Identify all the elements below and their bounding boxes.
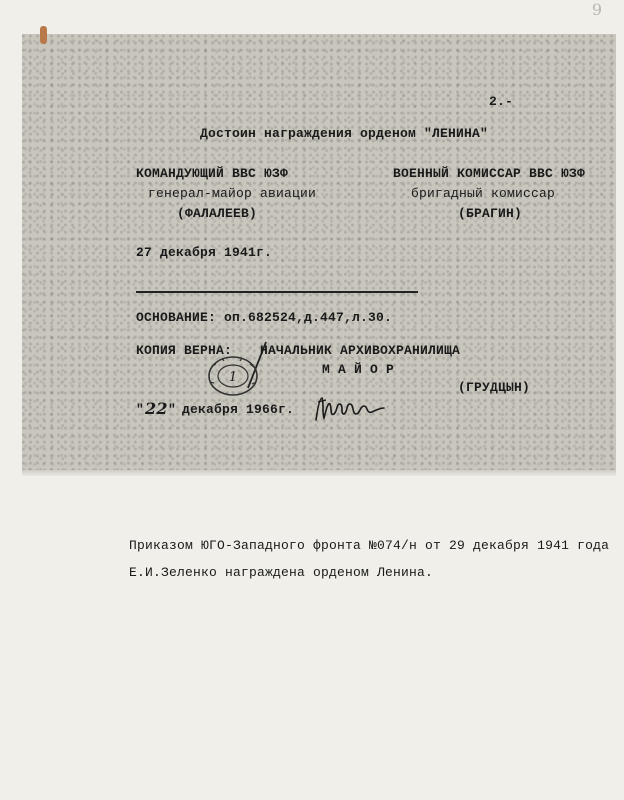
copy-page-number: 2.- bbox=[489, 94, 514, 109]
certify-quote-close: " bbox=[168, 402, 177, 417]
handwritten-signature bbox=[310, 392, 390, 426]
archive-basis: ОСНОВАНИЕ: оп.682524,д.447,л.30. bbox=[136, 310, 393, 325]
right-signatory-title: ВОЕННЫЙ КОМИССАР ВВС ЮЗФ bbox=[393, 166, 586, 181]
certify-date: декабря 1966г. bbox=[182, 402, 295, 417]
archive-head-rank: М А Й О Р bbox=[322, 362, 395, 377]
corner-page-mark: 9 bbox=[591, 0, 602, 19]
left-signatory-rank: генерал-майор авиации bbox=[148, 186, 317, 201]
pin-mark bbox=[40, 26, 47, 44]
award-order-line-1: Приказом ЮГО-Западного фронта №074/н от 29 декабря 1941 года bbox=[129, 538, 610, 553]
stamp-number: 1 bbox=[228, 370, 238, 385]
copy-sheet-edge bbox=[22, 470, 616, 476]
divider-line bbox=[136, 291, 418, 293]
archive-head-title: НАЧАЛЬНИК АРХИВОХРАНИЛИЩА bbox=[260, 343, 461, 358]
left-signatory-name: (ФАЛАЛЕЕВ) bbox=[177, 206, 258, 221]
copy-certified-label: КОПИЯ ВЕРНА: bbox=[136, 343, 233, 358]
certify-day: 22 bbox=[145, 399, 168, 418]
archive-head-name: (ГРУДЦЫН) bbox=[458, 380, 531, 395]
right-signatory-rank: бригадный комиссар bbox=[411, 186, 556, 201]
certify-quote-open: " bbox=[136, 402, 145, 417]
award-date: 27 декабря 1941г. bbox=[136, 245, 273, 260]
award-heading: Достоин награждения орденом "ЛЕНИНА" bbox=[200, 126, 489, 141]
archive-stamp bbox=[204, 352, 262, 400]
left-signatory-title: КОМАНДУЮЩИЙ ВВС ЮЗФ bbox=[136, 166, 289, 181]
award-order-line-2: Е.И.Зеленко награждена орденом Ленина. bbox=[129, 565, 434, 580]
right-signatory-name: (БРАГИН) bbox=[458, 206, 523, 221]
